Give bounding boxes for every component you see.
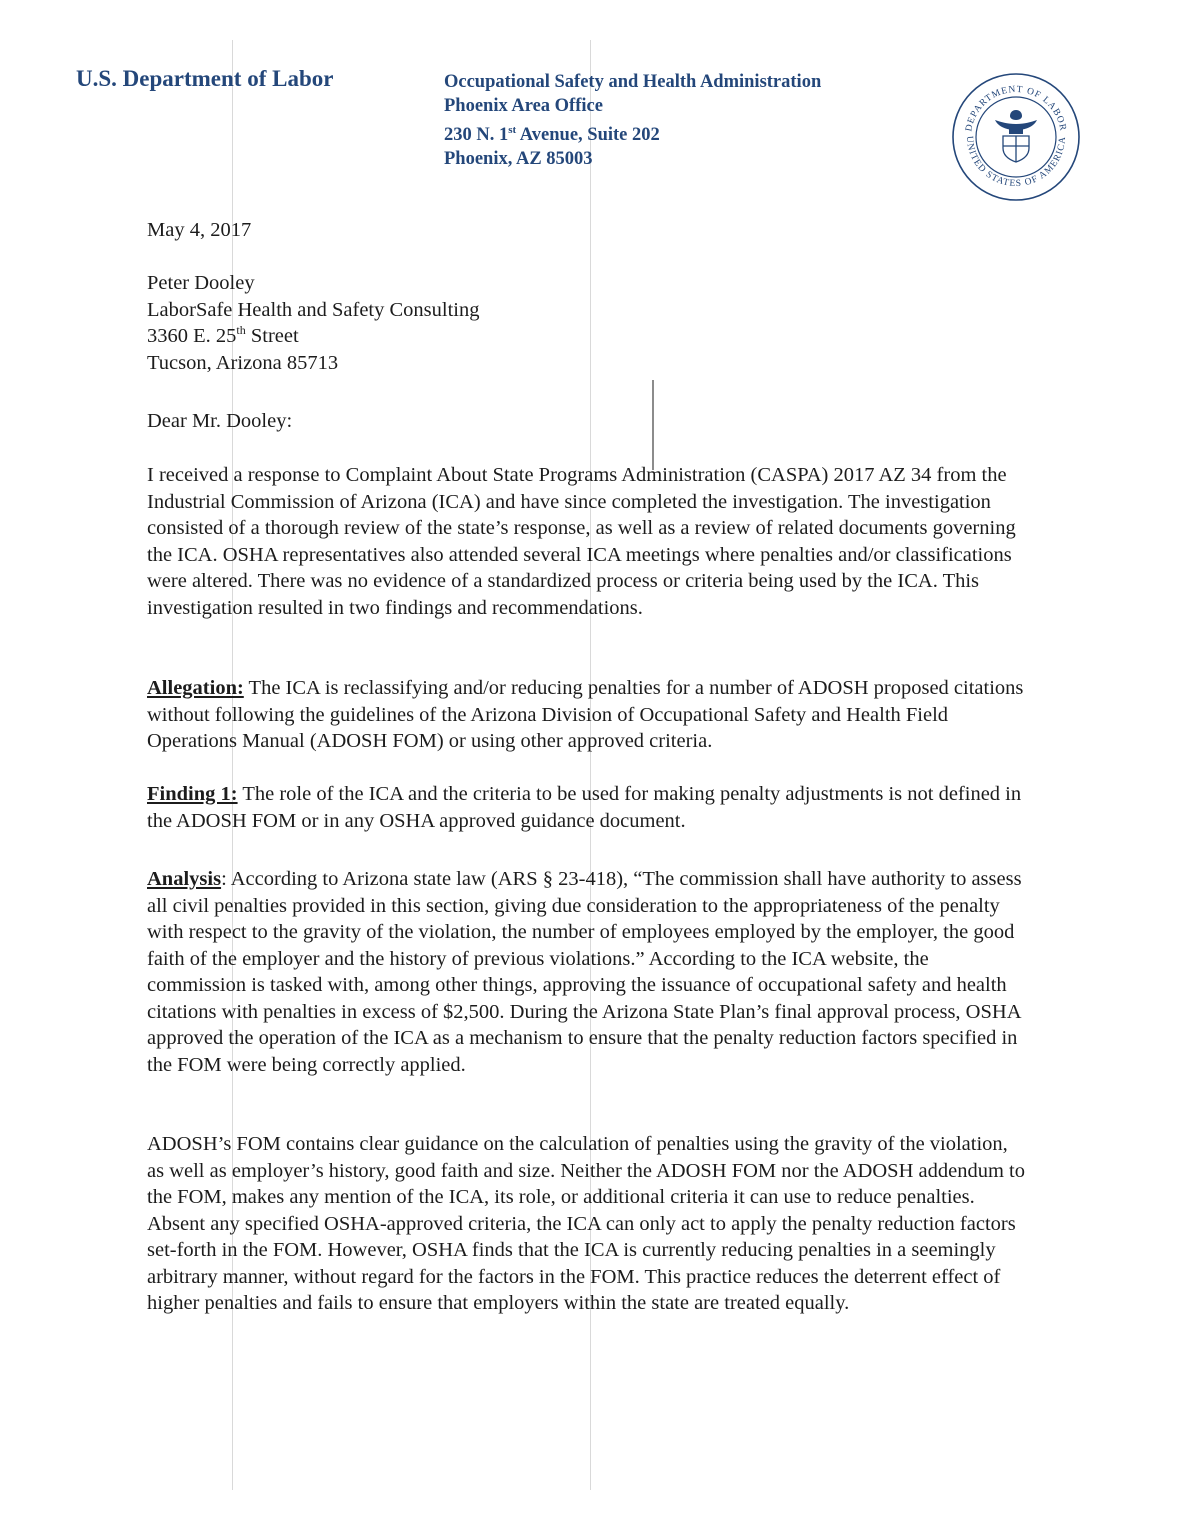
analysis-text: : According to Arizona state law (ARS § 23-418), “The commission shall have authority to assess all civil penalties provided in this section, giving due consideration to the appropriateness of the penalty with respect to the gravity of the violation, the number of employees employed by the employer, the good faith of the employer and the history of previous violations.” According to the ICA website, the commission is tasked with, among other things, approving the issuance of occupational safety and health citations with penalties in excess of $2,500. During the Arizona State Plan’s final approval process, OSHA approved the operation of the ICA as a mechanism to ensure that the penalty reduction factors specified in the FOM were being correctly applied. xyxy=(147,868,1022,1076)
allegation-paragraph xyxy=(147,675,1027,755)
allegation-label: Allegation: xyxy=(147,677,244,699)
agency-name: U.S. Department of Labor xyxy=(76,66,334,91)
recipient-organization: LaborSafe Health and Safety Consulting xyxy=(147,298,480,321)
finding-1-paragraph xyxy=(147,781,1027,834)
analysis-paragraph xyxy=(147,866,1027,1078)
recipient-name: Peter Dooley xyxy=(147,272,255,294)
finding-1-label: Finding 1: xyxy=(147,783,238,805)
recipient-street: 3360 E. 25th Street xyxy=(147,323,299,347)
office-city: Phoenix, AZ 85003 xyxy=(444,149,593,170)
shield-icon xyxy=(1003,136,1029,162)
finding-1-text: The role of the ICA and the criteria to be used for making penalty adjustments is not defined in the ADOSH FOM or in any OSHA approved guidance document. xyxy=(147,783,1022,832)
office-name: Occupational Safety and Health Administration xyxy=(444,72,822,92)
fom-paragraph: ADOSH’s FOM contains clear guidance on the calculation of penalties using the gravity of the violation, as well as employer’s history, good faith and size. Neither the ADOSH FOM nor the ADOSH addendum to the FOM, makes any mention of the ICA, its role, or additional criteria it can use to reduce penalties. Absent any specified OSHA-approved criteria, the ICA can only act to apply the penalty reduction factors set-forth in the FOM. However, OSHA finds that the ICA is currently reducing penalties in a seemingly arbitrary manner, without regard for the factors in the FOM. This practice reduces the deterrent effect of higher penalties and fails to ensure that employers within the state are treated equally. xyxy=(147,1133,1025,1314)
recipient-address xyxy=(147,270,1027,376)
analysis-label: Analysis xyxy=(147,868,222,890)
letter-date: May 4, 2017 xyxy=(147,219,252,241)
seal-bottom-text: UNITED STATES OF AMERICA xyxy=(963,135,1069,190)
allegation-text: The ICA is reclassifying and/or reducing penalties for a number of ADOSH proposed citations without following the guidelines of the Arizona Division of Occupational Safety and Health Field Operations Manual (ADOSH FOM) or using other approved criteria. xyxy=(147,677,1024,752)
office-address-block xyxy=(444,70,821,171)
office-street: 230 N. 1st Avenue, Suite 202 xyxy=(444,124,660,146)
intro-paragraph: I received a response to Complaint About State Programs Administration (CASPA) 2017 AZ 34 from the Industrial Commission of Arizona (ICA) and have since completed the investigation. The investigation consisted of a thorough review of the state’s response, as well as a review of related documents governing the ICA. OSHA representatives also attended several ICA meetings where penalties and/or classifications were altered. There was no evidence of a standardized process or criteria being used by the ICA. This investigation resulted in two findings and recommendations. xyxy=(147,464,1016,619)
eagle-icon xyxy=(995,110,1037,134)
salutation: Dear Mr. Dooley: xyxy=(147,410,293,432)
recipient-city: Tucson, Arizona 85713 xyxy=(147,351,339,374)
seal-top-text: DEPARTMENT OF LABOR xyxy=(964,84,1068,133)
department-seal xyxy=(951,72,1081,202)
office-area: Phoenix Area Office xyxy=(444,96,603,116)
